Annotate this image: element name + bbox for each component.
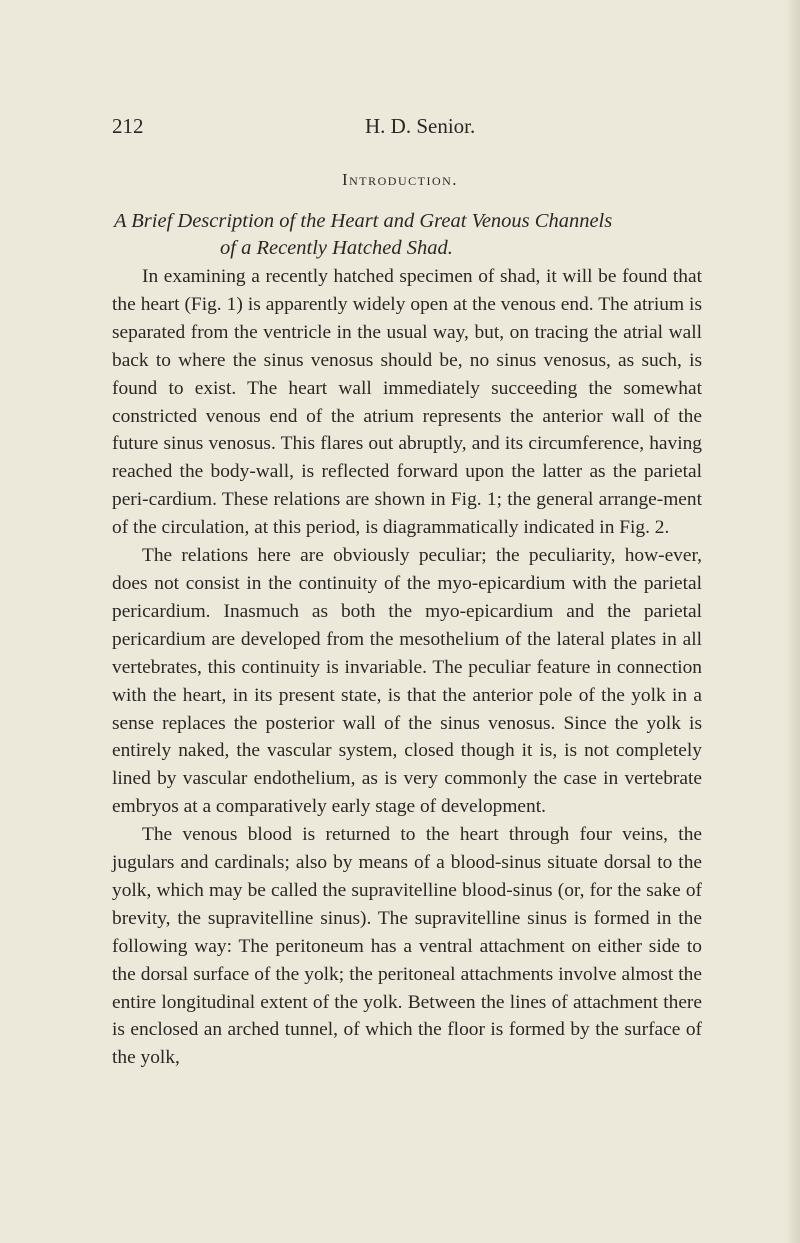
article-subtitle — [112, 208, 712, 262]
paragraph: The venous blood is returned to the heart through four veins, the jugulars and cardinals; also by means of a blood-sinus situate dorsal to the yolk, which may be called the supravitelline blood-sinus (or, for the sake of brevity, the supravitelline sinus). The supravitelline sinus is formed in the following way: The peritoneum has a ventral attachment on either side to the dorsal surface of the yolk; the peritoneal attachments involve almost the entire longitudinal extent of the yolk. Between the lines of attachment there is enclosed an arched tunnel, of which the floor is formed by the surface of the yolk, — [112, 824, 702, 1069]
paragraph: In examining a recently hatched specimen of shad, it will be found that the heart (Fig. 1) is apparently widely open at the venous end. The atrium is separated from the ventricle in the usual way, but, on tracing the atrial wall back to where the sinus venosus should be, no sinus venosus, as such, is found to exist. The heart wall immediately succeeding the somewhat constricted venous end of the atrium represents the anterior wall of the future sinus venosus. This flares out abruptly, and its circumference, having reached the body-wall, is reflected forward upon the latter as the parietal peri-cardium. These relations are shown in Fig. 1; the general arrange-ment of the circulation, at this period, is diagrammatically indicated in Fig. 2. — [112, 266, 702, 539]
subtitle-line-1: A Brief Description of the Heart and Great Venous Channels — [114, 210, 613, 232]
running-head-author: H. D. Senior. — [365, 114, 476, 138]
subtitle-line-2: of a Recently Hatched Shad. — [220, 237, 453, 259]
section-heading: Introduction. — [341, 170, 459, 189]
body-text — [112, 263, 702, 1072]
paragraph: The relations here are obviously peculiar; the peculiarity, how-ever, does not consist in the continuity of the myo-epicardium with the parietal pericardium. Inasmuch as both the myo-epicardium and the parietal pericardium are developed from the mesothelium of the lateral plates in all vertebrates, this continuity is invariable. The peculiar feature in connection with the heart, in its present state, is that the anterior pole of the yolk in a sense replaces the posterior wall of the sinus venosus. Since the yolk is entirely naked, the vascular system, closed though it is, is not completely lined by vascular endothelium, as is very commonly the case in vertebrate embryos at a comparatively early stage of development. — [112, 545, 702, 818]
page-number: 212 — [112, 114, 144, 138]
running-head — [112, 114, 708, 144]
